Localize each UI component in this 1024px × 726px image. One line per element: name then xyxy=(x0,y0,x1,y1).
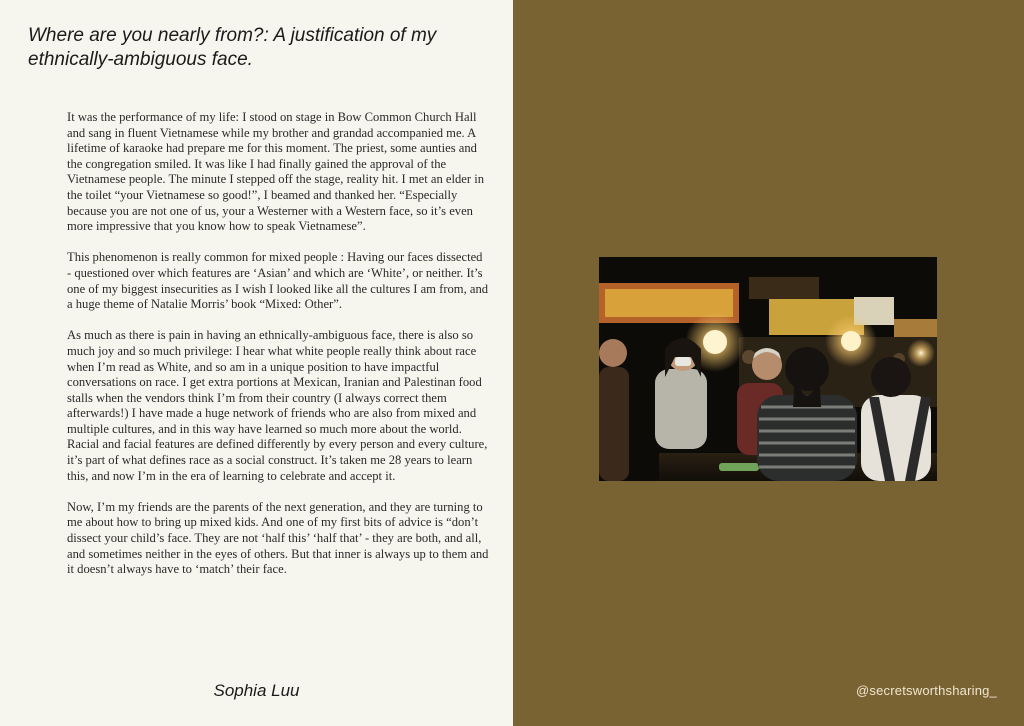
market-photo xyxy=(599,257,937,481)
paragraph: This phenomenon is really common for mixed people : Having our faces dissected - questioned over which features are ‘Asian’ and which are ‘White’, or neither. It’s one of my biggest insecurities as I wish I looked like all the cultures I am from, and a huge theme of Natalie Morris’ book “Mixed: Other”. xyxy=(67,250,489,312)
author-signature: Sophia Luu xyxy=(213,681,300,700)
paragraph: As much as there is pain in having an ethnically-ambiguous face, there is also so much joy and so much privilege: I hear what white people really think about race when I’m read as White, and so am in a unique position to have impactful conversations on race. I get extra portions at Mexican, Iranian and Palestinan food stalls when the vendors think I’m from their country (I always correct them afterwards!) I have made a huge network of friends who are also from mixed and multiple cultures, and in this way have learned so much more about the world. Racial and facial features are defined differently by every person and every culture, it’s part of what defines race as a social construct. It’s taken me 28 years to learn this, and now I’m in the era of learning to celebrate and accept it. xyxy=(67,328,488,483)
article-title: Where are you nearly from?: A justification of my ethnically-ambiguous face. xyxy=(28,25,437,70)
paragraph: Now, I’m my friends are the parents of the next generation, and they are turning to me about how to bring up mixed kids. And one of my first bits of advice is “don’t dissect your child’s face. They are not ‘half this’ ‘half that’ - they are both, and all, and sometimes neither in the eyes of others. But that inner is always up to them and it doesn’t always have to ‘match’ their face. xyxy=(67,499,489,577)
article-body xyxy=(67,110,489,593)
social-handle: @secretsworthsharing_ xyxy=(856,683,997,698)
market-photo-illustration xyxy=(599,257,937,481)
paragraph: It was the performance of my life: I stood on stage in Bow Common Church Hall and sang in fluent Vietnamese while my brother and grandad accompanied me. A lifetime of karaoke had prepare me for this moment. The priest, some aunties and the congregation smiled. It was like I had finally gained the approval of the Vietnamese people. The minute I stepped off the stage, reality hit. I met an elder in the toilet “your Vietnamese so good!”, I beamed and thanked her. “Especially because you are not one of us, your a Westerner with a Western face, so it’s even more impressive that you know how to speak Vietnamese”. xyxy=(67,110,485,234)
